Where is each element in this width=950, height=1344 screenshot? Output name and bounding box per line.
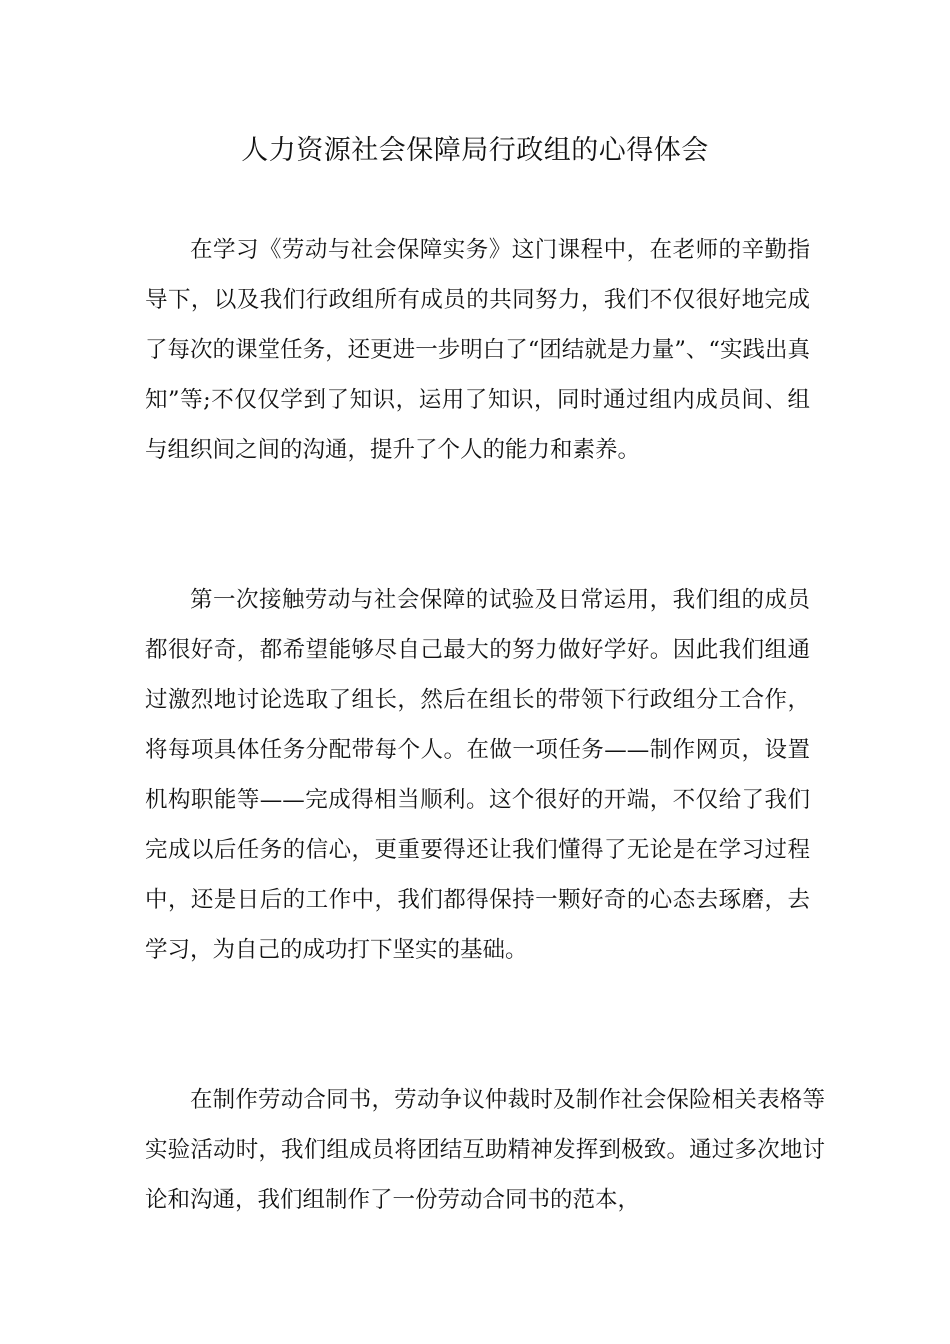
document-title: 人力资源社会保障局行政组的心得体会 [241, 135, 709, 166]
paragraph-2: 第一次接触劳动与社会保障的试验及日常运用，我们组的成员都很好奇，都希望能够尽自己最大的努力做好学好。因此我们组通过激烈地讨论选取了组长，然后在组长的带领下行政组分工合作，将每项具体任务分配带每个人。在做一项任务——制作网页，设置机构职能等——完成得相当顺利。这个很好的开端，不仅给了我们完成以后任务的信心，更重要得还让我们懂得了无论是在学习过程中，还是日后的工作中，我们都得保持一颗好奇的心态去琢磨，去学习，为自己的成功打下坚实的基础。 [145, 587, 810, 963]
paragraph-1: 在学习《劳动与社会保障实务》这门课程中，在老师的辛勤指导下，以及我们行政组所有成员的共同努力，我们不仅很好地完成了每次的课堂任务，还更进一步明白了“团结就是力量”、“实践出真知”等;不仅仅学到了知识，运用了知识，同时通过组内成员间、组与组织间之间的沟通，提升了个人的能力和素养。 [145, 237, 810, 463]
paragraph-3: 在制作劳动合同书，劳动争议仲裁时及制作社会保险相关表格等实验活动时，我们组成员将团结互助精神发挥到极致。通过多次地讨论和沟通，我们组制作了一份劳动合同书的范本， [145, 1087, 825, 1213]
